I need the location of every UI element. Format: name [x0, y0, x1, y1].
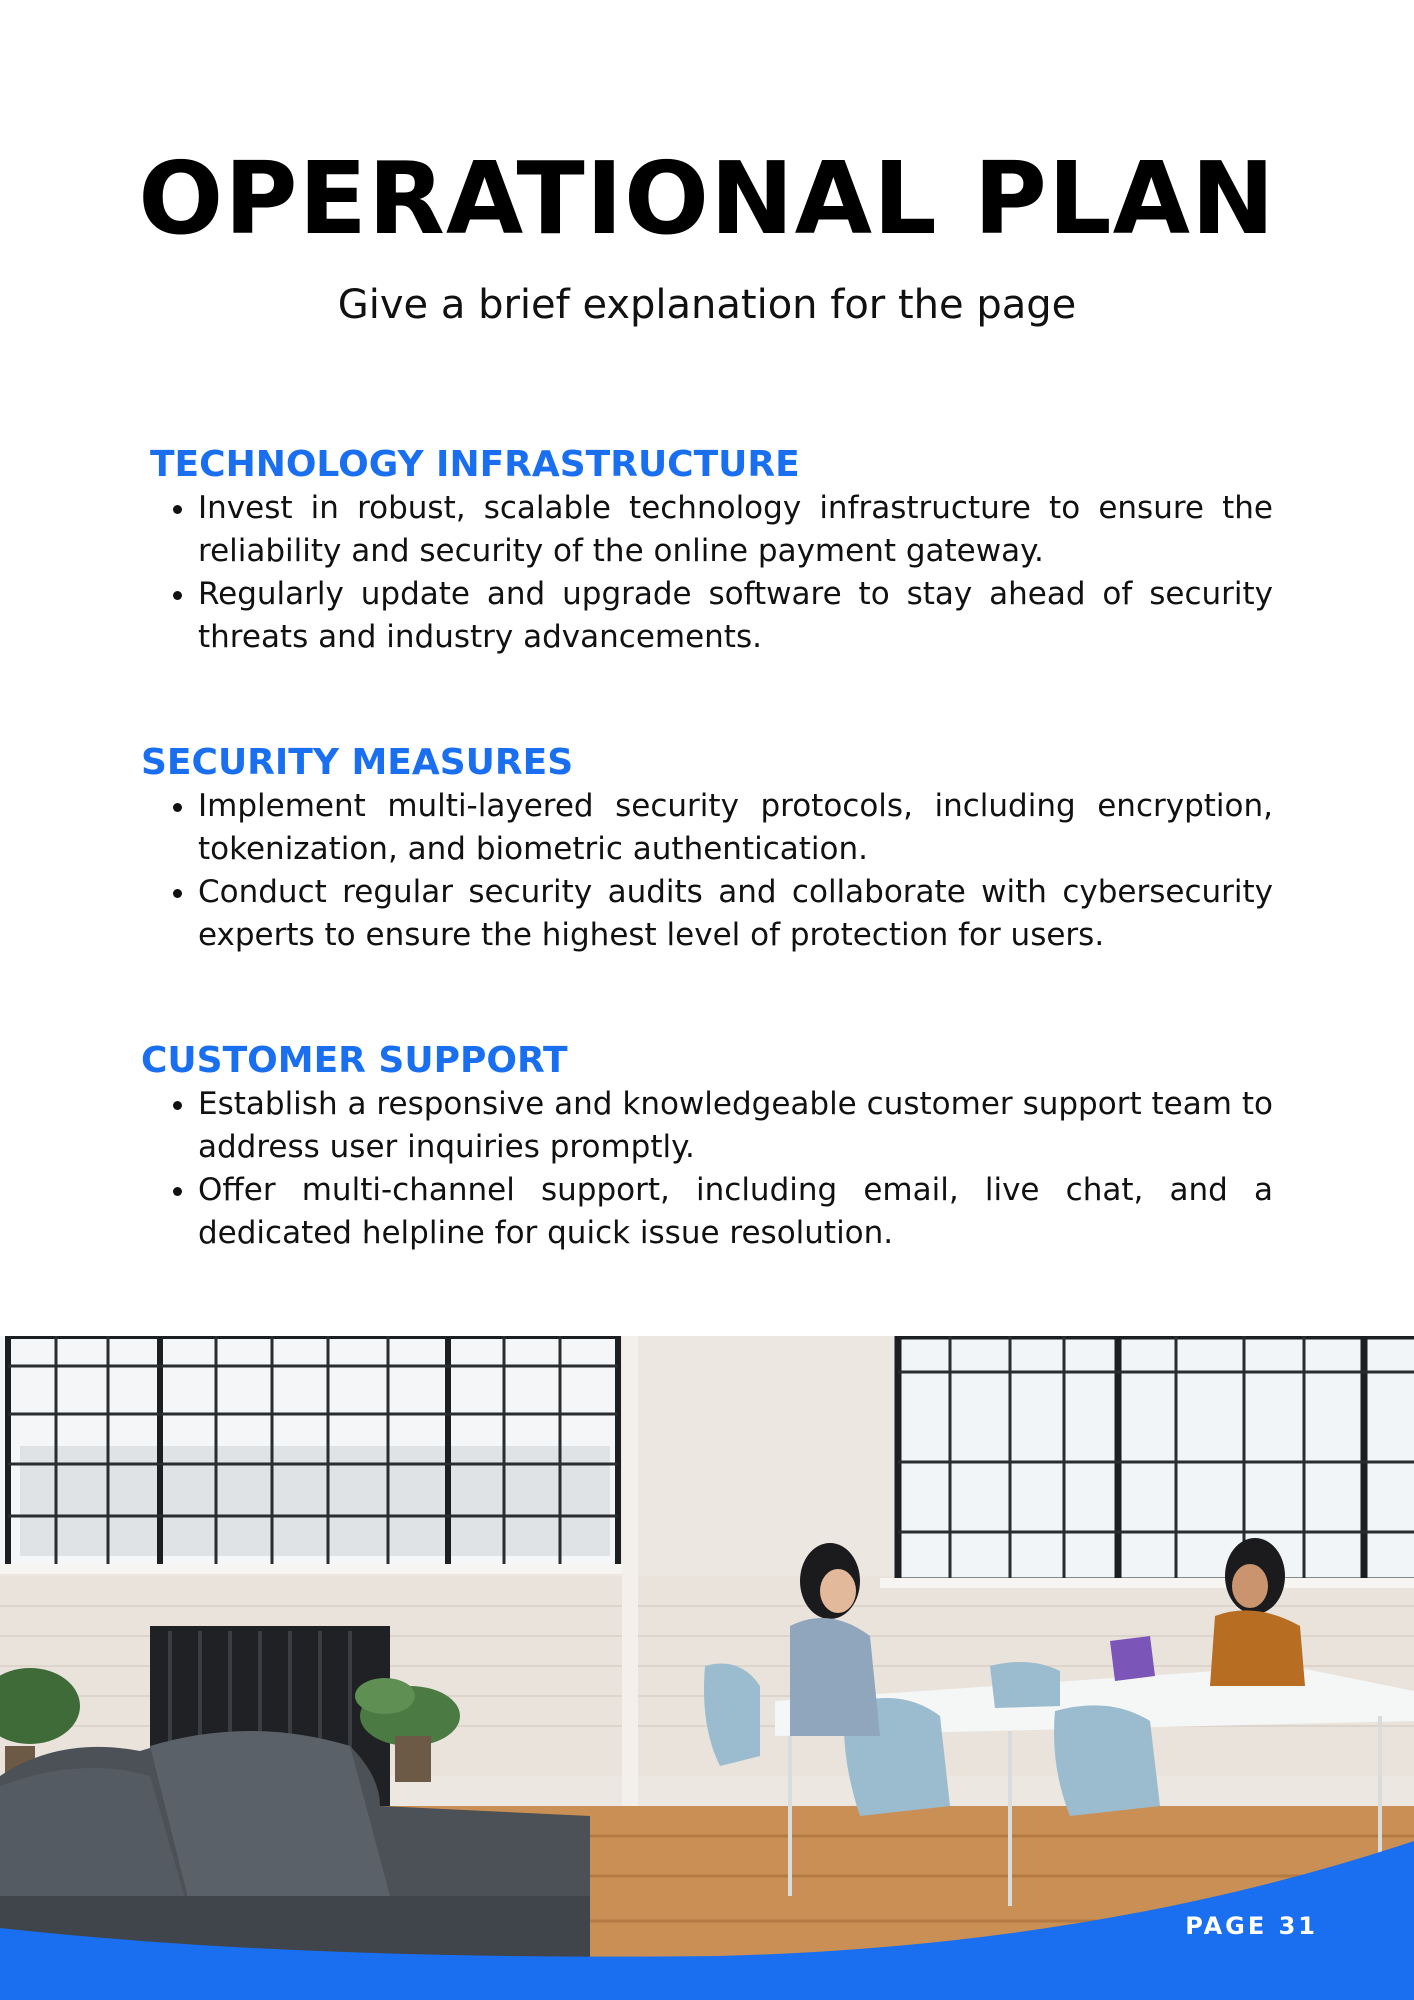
list-item: • Conduct regular security audits and collaborate with cybersecurity experts to ensure the highest level of protection for users.: [198, 871, 1273, 957]
section-heading: TECHNOLOGY INFRASTRUCTURE: [150, 444, 800, 485]
page-number: PAGE 31: [1185, 1912, 1318, 1940]
bullet-list: [141, 785, 1273, 957]
section-heading: SECURITY MEASURES: [141, 742, 574, 783]
bullet-list: [141, 487, 1273, 659]
list-item: • Invest in robust, scalable technology infrastructure to ensure the reliability and security of the online payment gateway.: [198, 487, 1273, 573]
list-item: • Offer multi-channel support, including email, live chat, and a dedicated helpline for quick issue resolution.: [198, 1169, 1273, 1255]
office-photo: [0, 1336, 1414, 2000]
bullet-list: [141, 1083, 1273, 1255]
section-security-measures: [141, 741, 1273, 957]
page-title: OPERATIONAL PLAN: [138, 140, 1276, 257]
window-right: [880, 1336, 1414, 1588]
section-technology-infrastructure: [141, 443, 1273, 659]
list-item: • Regularly update and upgrade software to stay ahead of security threats and industry advancements.: [198, 573, 1273, 659]
list-item: • Implement multi-layered security protocols, including encryption, tokenization, and biometric authentication.: [198, 785, 1273, 871]
section-customer-support: [141, 1039, 1273, 1255]
list-item: • Establish a responsive and knowledgeable customer support team to address user inquiries promptly.: [198, 1083, 1273, 1169]
section-heading: CUSTOMER SUPPORT: [141, 1040, 568, 1081]
page-subtitle: Give a brief explanation for the page: [337, 282, 1077, 328]
window-left: [0, 1336, 625, 1574]
